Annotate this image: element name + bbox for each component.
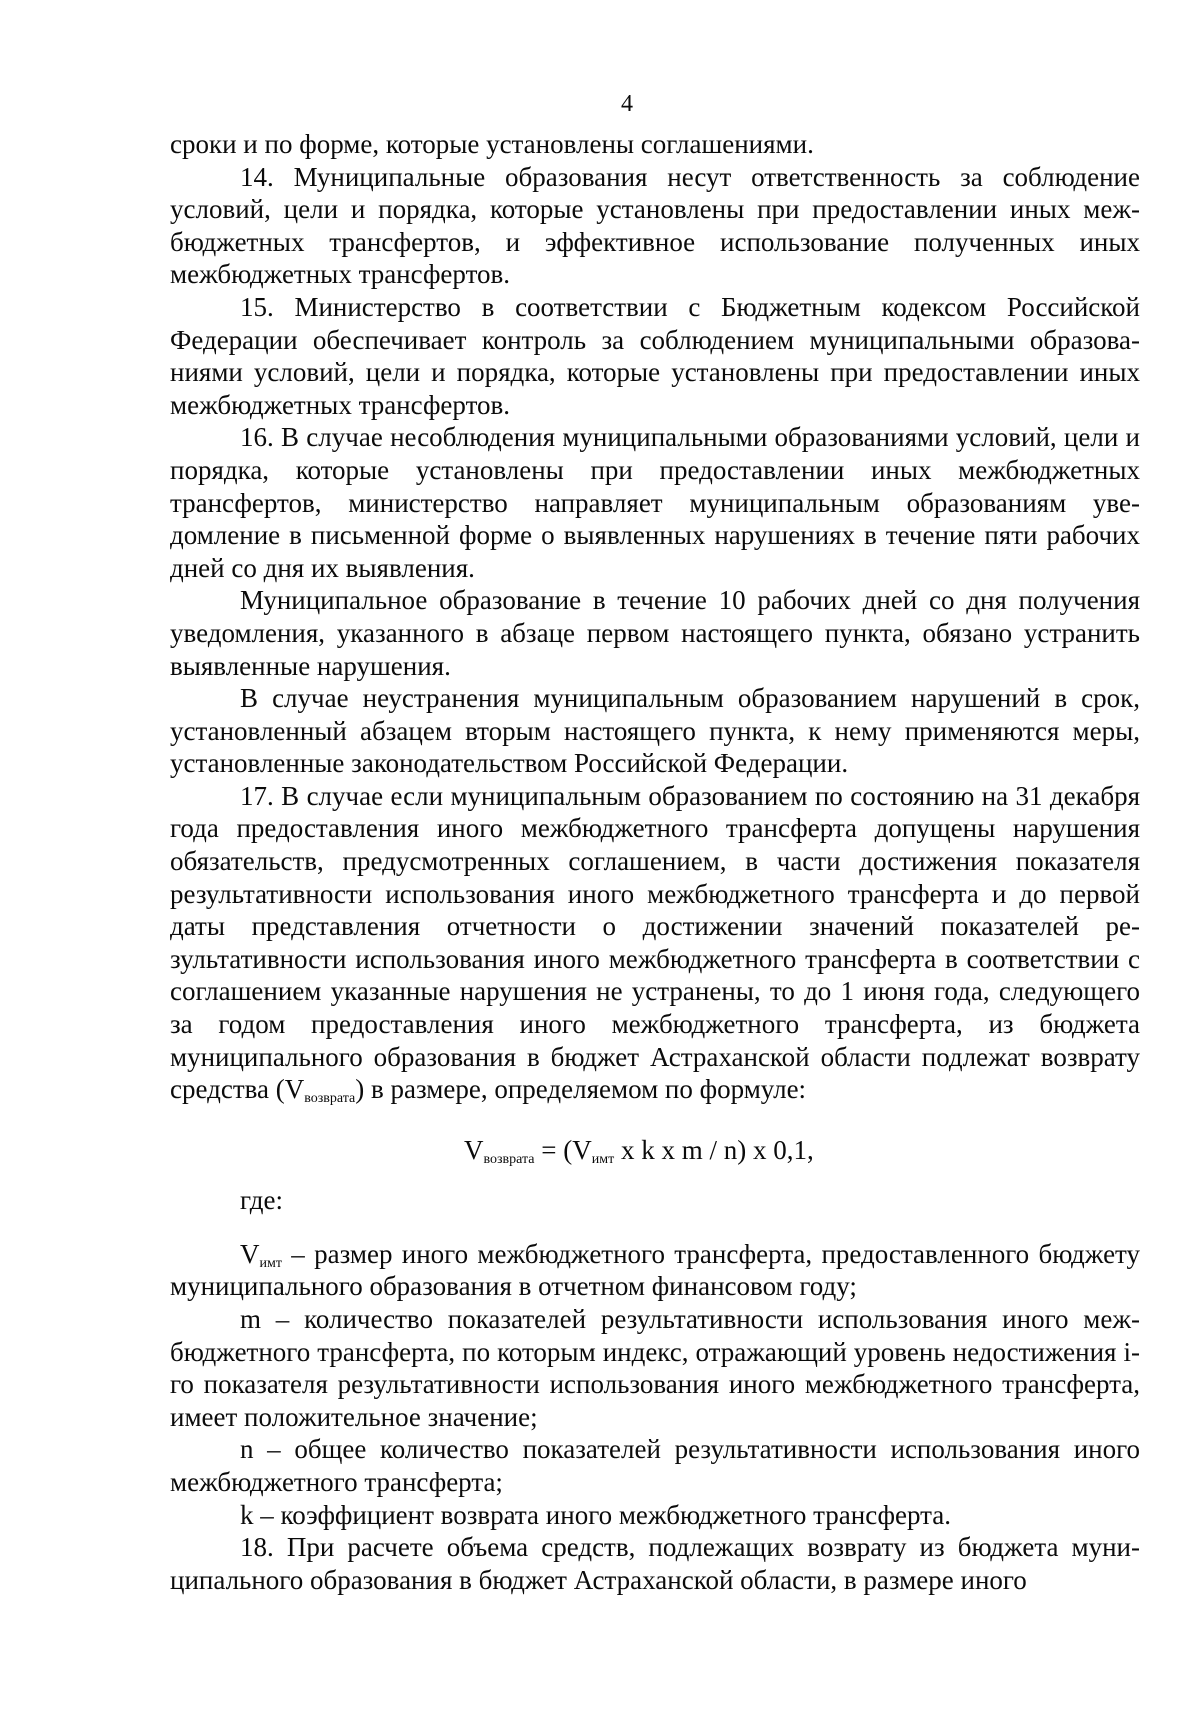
definition-m: m – количество показателей результативности использования иного межбюджетного трансферта, по которым индекс, отражающий уровень недостижения i-го показателя результативности использования иного межбюджетного трансферта, имеет положительное значение; [170, 1304, 1140, 1432]
formula-rhs-subscript: имт [591, 1151, 615, 1167]
definition-v [170, 1238, 1140, 1303]
definition-n: n – общее количество показателей результативности использования иного межбюджетного трансферта; [170, 1434, 1140, 1497]
page-number: 4 [621, 91, 633, 117]
formula-eq-open: = (V [534, 1134, 592, 1165]
paragraph-17 [170, 780, 1140, 1106]
definition-v-subscript: имт [259, 1255, 282, 1271]
where-label: где: [240, 1184, 283, 1215]
return-formula [170, 1134, 1140, 1166]
paragraph-16-third: В случае неустранения муниципальным образованием нарушений в срок, установленный абзацем вторым настоящего пункта, к нему применяются меры, установленные законодательством Российской Федерации. [170, 683, 1140, 779]
formula-lhs-subscript: возврата [483, 1151, 535, 1167]
paragraph-15: 15. Министерство в соответствии с Бюджетным кодексом Российской Федерации обеспечивает контроль за соблюдением муниципальными образованиями условий, цели и порядка, которые установлены при предоставлении иных межбюджетных трансфертов. [170, 291, 1140, 420]
formula-lhs-symbol: V [464, 1134, 484, 1165]
definition-v-symbol: V [240, 1238, 260, 1269]
paragraph-14: 14. Муниципальные образования несут ответственность за соблюдение условий, цели и порядка, которые установлены при предоставлении иных межбюджетных трансфертов, и эффективное использование полученных иных межбюджетных трансфертов. [170, 161, 1140, 290]
definition-k: k – коэффициент возврата иного межбюджетного трансферта. [240, 1499, 952, 1530]
paragraph-18: 18. При расчете объема средств, подлежащих возврату из бюджета муниципального образования в бюджет Астраханской области, в размере иного [170, 1532, 1140, 1595]
paragraph-16: 16. В случае несоблюдения муниципальными образованиями условий, цели и порядка, которые установлены при предоставлении иных межбюджетных трансфертов, министерство направляет муниципальным образованиям уведомление в письменной форме о выявленных нарушениях в течение пяти рабочих дней со дня их выявления. [170, 422, 1140, 583]
paragraph-17-subscript: возврата [304, 1091, 356, 1107]
paragraph-17-text: 17. В случае если муниципальным образованием по состоянию на 31 декабря года предоставления иного межбюджетного трансферта допущены нарушения обязательств, предусмотренных соглашением, в части достижения показателя результативности использования иного межбюджетного трансферта и до первой даты представления отчетности о достижении значений показателей результативности использования иного межбюджетного трансферта в соответствии с соглашением указанные нарушения не устранены, то до 1 июня года, следующего за годом предоставления иного межбюджетного трансферта, из бюджета муниципального образования в бюджет Астраханской области подлежат возврату средства (V [170, 780, 1140, 1105]
paragraph-13-end: сроки и по форме, которые установлены соглашениями. [170, 129, 814, 159]
definition-v-text: – размер иного межбюджетного трансферта, предоставленного бюджету муниципального образования в отчетном финансовом году; [170, 1238, 1140, 1302]
formula-rhs-rest: x k x m / n) x 0,1, [614, 1134, 814, 1165]
paragraph-17-text-end: ) в размере, определяемом по формуле: [355, 1074, 807, 1105]
paragraph-16-second: Муниципальное образование в течение 10 рабочих дней со дня получения уведомления, указанного в абзаце первом настоящего пункта, обязано устранить выявленные нарушения. [170, 585, 1140, 681]
